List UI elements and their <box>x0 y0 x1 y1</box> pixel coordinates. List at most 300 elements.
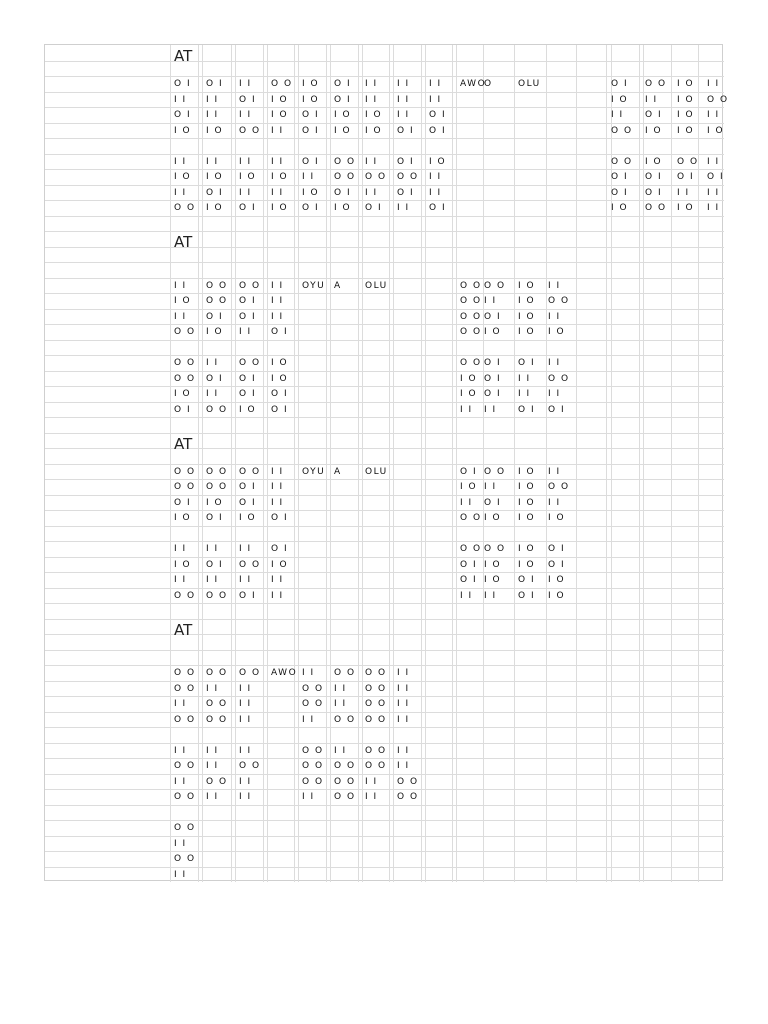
table-cell[interactable]: I I <box>518 373 531 384</box>
table-cell[interactable]: O I <box>611 187 629 198</box>
table-cell[interactable]: I I <box>397 94 410 105</box>
table-cell[interactable]: O O <box>484 280 506 291</box>
table-cell[interactable]: I O <box>334 110 352 120</box>
table-cell[interactable]: O I <box>206 513 224 523</box>
table-cell[interactable]: O I <box>239 497 257 508</box>
table-cell[interactable]: O O <box>460 513 482 523</box>
table-cell[interactable]: I O <box>518 311 536 322</box>
table-cell[interactable]: O I <box>239 296 257 306</box>
table-cell[interactable]: O I <box>206 79 224 89</box>
table-cell[interactable]: O I <box>460 575 478 585</box>
table-cell[interactable]: I I <box>174 156 187 167</box>
table-cell[interactable]: O I <box>518 358 536 368</box>
table-cell[interactable]: O O <box>206 296 228 306</box>
table-cell[interactable]: I I <box>239 792 252 802</box>
table-cell[interactable]: I I <box>397 79 410 89</box>
table-cell[interactable]: I I <box>518 389 531 399</box>
table-cell[interactable]: O I <box>645 187 663 198</box>
table-cell[interactable]: I I <box>397 110 410 120</box>
table-cell[interactable]: O I <box>484 497 502 508</box>
table-cell[interactable]: O O <box>174 327 196 337</box>
table-cell[interactable]: I O <box>334 125 352 136</box>
table-cell[interactable]: I O <box>518 544 536 554</box>
table-cell[interactable]: O O <box>206 280 228 291</box>
table-cell[interactable]: O O <box>174 823 196 833</box>
table-cell[interactable]: I O <box>174 296 192 306</box>
table-cell[interactable]: I O <box>484 327 502 337</box>
table-cell[interactable]: I I <box>174 838 187 849</box>
table-cell[interactable]: OLU <box>365 466 388 477</box>
table-cell[interactable]: I O <box>518 482 536 492</box>
table-cell[interactable]: I O <box>271 373 289 384</box>
table-cell[interactable]: I O <box>518 327 536 337</box>
table-cell[interactable]: AWO <box>460 79 487 89</box>
table-cell[interactable]: O O <box>174 792 196 802</box>
table-cell[interactable]: A <box>334 466 342 477</box>
table-cell[interactable]: I I <box>460 590 473 601</box>
table-cell[interactable]: I O <box>677 125 695 136</box>
table-cell[interactable]: I I <box>397 745 410 756</box>
table-cell[interactable]: I O <box>206 125 224 136</box>
table-cell[interactable]: O I <box>239 590 257 601</box>
table-cell[interactable]: I I <box>271 575 284 585</box>
table-cell[interactable]: I O <box>206 327 224 337</box>
table-cell[interactable]: I I <box>174 745 187 756</box>
table-cell[interactable]: I O <box>548 513 566 523</box>
table-cell[interactable]: O O <box>174 668 196 678</box>
table-cell[interactable]: O I <box>548 404 566 415</box>
table-cell[interactable]: O I <box>239 203 257 213</box>
table-cell[interactable]: I O <box>460 482 478 492</box>
table-cell[interactable]: O O <box>206 590 228 601</box>
table-cell[interactable]: O O <box>302 776 324 787</box>
table-cell[interactable]: O O <box>365 745 387 756</box>
table-cell[interactable]: O I <box>174 404 192 415</box>
table-cell[interactable]: I I <box>206 792 219 802</box>
table-cell[interactable]: O I <box>611 172 629 182</box>
table-cell[interactable]: I I <box>174 94 187 105</box>
table-cell[interactable]: O O <box>239 559 261 570</box>
table-cell[interactable]: O O <box>397 776 419 787</box>
table-cell[interactable]: O O <box>460 358 482 368</box>
table-cell[interactable]: O O <box>206 699 228 709</box>
table-cell[interactable]: I I <box>334 745 347 756</box>
table-cell[interactable]: O I <box>334 79 352 89</box>
table-cell[interactable]: O O <box>460 296 482 306</box>
table-cell[interactable]: O O <box>460 544 482 554</box>
table-cell[interactable]: I I <box>271 466 284 477</box>
table-cell[interactable]: O O <box>611 125 633 136</box>
table-cell[interactable]: I I <box>174 544 187 554</box>
table-cell[interactable]: I O <box>460 389 478 399</box>
table-cell[interactable]: AWO <box>271 668 298 678</box>
table-cell[interactable]: OLU <box>518 79 541 89</box>
table-cell[interactable]: I I <box>645 94 658 105</box>
table-cell[interactable]: O I <box>397 125 415 136</box>
table-cell[interactable]: I I <box>302 792 315 802</box>
table-cell[interactable]: I O <box>302 94 320 105</box>
table-cell[interactable]: I I <box>429 79 442 89</box>
table-cell[interactable]: I I <box>334 699 347 709</box>
table-cell[interactable]: O O <box>707 94 729 105</box>
table-cell[interactable]: I I <box>548 358 561 368</box>
table-cell[interactable]: O O <box>365 714 387 725</box>
table-cell[interactable]: I O <box>271 559 289 570</box>
table-cell[interactable]: O O <box>334 156 356 167</box>
table-cell[interactable]: O O <box>174 203 196 213</box>
table-cell[interactable]: I I <box>460 497 473 508</box>
table-cell[interactable]: O O <box>206 714 228 725</box>
table-cell[interactable]: I O <box>460 373 478 384</box>
table-cell[interactable]: I O <box>518 513 536 523</box>
table-cell[interactable]: OYU <box>302 280 326 291</box>
table-cell[interactable]: O I <box>334 187 352 198</box>
table-cell[interactable]: I I <box>271 156 284 167</box>
table-cell[interactable]: O O <box>365 683 387 694</box>
table-cell[interactable]: I I <box>365 94 378 105</box>
table-cell[interactable]: O I <box>460 466 478 477</box>
table-cell[interactable]: I I <box>239 683 252 694</box>
table-cell[interactable]: O I <box>460 559 478 570</box>
table-cell[interactable]: I I <box>548 311 561 322</box>
table-cell[interactable]: O O <box>206 404 228 415</box>
table-cell[interactable]: I O <box>548 590 566 601</box>
table-cell[interactable]: O I <box>239 373 257 384</box>
table-cell[interactable]: I I <box>302 668 315 678</box>
table-cell[interactable]: I I <box>239 714 252 725</box>
table-cell[interactable]: O O <box>174 590 196 601</box>
table-cell[interactable]: O I <box>174 110 192 120</box>
table-cell[interactable]: O O <box>206 466 228 477</box>
table-cell[interactable]: I O <box>239 513 257 523</box>
table-cell[interactable]: I O <box>174 172 192 182</box>
table-cell[interactable]: I O <box>174 125 192 136</box>
table-cell[interactable]: I O <box>206 172 224 182</box>
table-cell[interactable]: I I <box>397 683 410 694</box>
table-cell[interactable]: I I <box>365 776 378 787</box>
table-cell[interactable]: O O <box>271 79 293 89</box>
table-cell[interactable]: O I <box>239 482 257 492</box>
table-cell[interactable]: O I <box>206 187 224 198</box>
table-cell[interactable]: I O <box>174 559 192 570</box>
table-cell[interactable]: I I <box>397 761 410 771</box>
table-cell[interactable]: I I <box>206 745 219 756</box>
table-cell[interactable]: O O <box>397 792 419 802</box>
table-cell[interactable]: I O <box>302 187 320 198</box>
table-cell[interactable]: O O <box>174 358 196 368</box>
table-cell[interactable]: O I <box>271 327 289 337</box>
table-cell[interactable]: O I <box>206 559 224 570</box>
table-cell[interactable]: O O <box>174 482 196 492</box>
table-cell[interactable]: I I <box>206 94 219 105</box>
table-cell[interactable]: I I <box>174 280 187 291</box>
table-cell[interactable]: I I <box>484 404 497 415</box>
table-cell[interactable]: I O <box>206 497 224 508</box>
table-cell[interactable]: I I <box>302 172 315 182</box>
table-cell[interactable]: O I <box>429 203 447 213</box>
table-cell[interactable]: I O <box>365 110 383 120</box>
table-cell[interactable]: I O <box>518 296 536 306</box>
table-cell[interactable]: I I <box>548 497 561 508</box>
table-cell[interactable]: I I <box>174 187 187 198</box>
table-cell[interactable]: O O <box>239 761 261 771</box>
table-cell[interactable]: I I <box>429 187 442 198</box>
table-cell[interactable]: I I <box>174 776 187 787</box>
table-cell[interactable]: O I <box>707 172 725 182</box>
table-cell[interactable]: OYU <box>302 466 326 477</box>
table-cell[interactable]: O O <box>365 668 387 678</box>
table-cell[interactable]: O I <box>548 559 566 570</box>
table-cell[interactable]: I O <box>484 559 502 570</box>
table-cell[interactable]: O I <box>645 110 663 120</box>
table-cell[interactable]: O I <box>645 172 663 182</box>
table-cell[interactable]: I I <box>334 683 347 694</box>
table-cell[interactable]: I O <box>302 79 320 89</box>
table-cell[interactable]: I O <box>518 497 536 508</box>
table-cell[interactable]: O O <box>334 668 356 678</box>
table-cell[interactable]: O I <box>548 544 566 554</box>
table-cell[interactable]: O O <box>645 203 667 213</box>
table-cell[interactable]: O I <box>239 94 257 105</box>
table-cell[interactable]: O I <box>302 110 320 120</box>
table-cell[interactable]: O O <box>334 714 356 725</box>
table-cell[interactable]: I I <box>548 466 561 477</box>
table-cell[interactable]: O O <box>365 172 387 182</box>
table-cell[interactable]: O O <box>174 373 196 384</box>
table-cell[interactable]: I I <box>206 683 219 694</box>
table-cell[interactable]: I O <box>206 203 224 213</box>
table-cell[interactable]: O I <box>334 94 352 105</box>
table-cell[interactable]: O I <box>677 172 695 182</box>
table-cell[interactable]: I I <box>365 156 378 167</box>
table-cell[interactable]: I I <box>271 590 284 601</box>
table-cell[interactable]: O I <box>397 187 415 198</box>
table-cell[interactable]: I I <box>271 125 284 136</box>
table-cell[interactable]: O I <box>611 79 629 89</box>
table-cell[interactable]: I O <box>174 389 192 399</box>
table-cell[interactable]: I I <box>429 94 442 105</box>
table-cell[interactable]: I I <box>271 296 284 306</box>
table-cell[interactable]: I O <box>548 575 566 585</box>
table-cell[interactable]: I I <box>707 156 720 167</box>
table-cell[interactable]: O O <box>239 668 261 678</box>
table-cell[interactable]: O I <box>239 311 257 322</box>
table-cell[interactable]: O I <box>271 544 289 554</box>
table-cell[interactable]: I O <box>174 513 192 523</box>
table-cell[interactable]: O O <box>365 699 387 709</box>
table-cell[interactable]: O I <box>271 404 289 415</box>
table-cell[interactable]: I O <box>365 125 383 136</box>
table-cell[interactable]: I I <box>174 869 187 880</box>
table-cell[interactable]: I I <box>239 187 252 198</box>
table-cell[interactable]: I I <box>302 714 315 725</box>
table-cell[interactable]: O O <box>334 776 356 787</box>
table-cell[interactable]: I O <box>518 466 536 477</box>
table-cell[interactable]: O O <box>239 125 261 136</box>
table-cell[interactable]: O O <box>334 792 356 802</box>
table-cell[interactable]: O O <box>548 482 570 492</box>
table-cell[interactable]: O O <box>302 683 324 694</box>
table-cell[interactable]: O I <box>518 404 536 415</box>
table-cell[interactable]: I O <box>645 125 663 136</box>
table-cell[interactable]: I I <box>239 575 252 585</box>
table-cell[interactable]: O O <box>239 280 261 291</box>
table-cell[interactable]: O O <box>334 761 356 771</box>
table-cell[interactable]: O O <box>302 699 324 709</box>
table-cell[interactable]: O I <box>484 358 502 368</box>
table-cell[interactable]: O O <box>548 373 570 384</box>
table-cell[interactable]: I O <box>429 156 447 167</box>
table-cell[interactable]: O O <box>484 466 506 477</box>
table-cell[interactable]: I I <box>271 311 284 322</box>
table-cell[interactable]: I I <box>677 187 690 198</box>
table-cell[interactable]: O O <box>302 745 324 756</box>
table-cell[interactable]: O O <box>645 79 667 89</box>
table-cell[interactable]: I O <box>677 79 695 89</box>
table-cell[interactable]: O I <box>429 125 447 136</box>
table-cell[interactable]: I I <box>239 110 252 120</box>
table-cell[interactable]: OLU <box>365 280 388 291</box>
table-cell[interactable]: I I <box>397 699 410 709</box>
table-cell[interactable]: I I <box>707 187 720 198</box>
table-cell[interactable]: O I <box>239 389 257 399</box>
spreadsheet[interactable] <box>44 44 729 881</box>
table-cell[interactable]: I O <box>271 110 289 120</box>
table-cell[interactable]: I O <box>645 156 663 167</box>
table-cell[interactable]: I O <box>707 125 725 136</box>
table-cell[interactable]: O I <box>206 373 224 384</box>
table-cell[interactable]: I I <box>707 110 720 120</box>
table-cell[interactable]: I I <box>206 389 219 399</box>
table-cell[interactable]: I I <box>206 110 219 120</box>
table-cell[interactable]: O O <box>174 854 196 864</box>
table-cell[interactable]: I I <box>484 590 497 601</box>
table-cell[interactable]: I I <box>174 575 187 585</box>
table-cell[interactable]: I O <box>677 203 695 213</box>
table-cell[interactable]: I I <box>548 389 561 399</box>
table-cell[interactable]: O O <box>548 296 570 306</box>
table-cell[interactable]: I I <box>365 187 378 198</box>
table-cell[interactable]: I I <box>239 156 252 167</box>
table-cell[interactable]: O O <box>460 327 482 337</box>
table-cell[interactable]: I I <box>365 792 378 802</box>
table-cell[interactable]: I I <box>429 172 442 182</box>
table-cell[interactable]: O O <box>206 776 228 787</box>
table-cell[interactable]: O O <box>365 761 387 771</box>
table-cell[interactable]: I I <box>239 699 252 709</box>
table-cell[interactable]: I O <box>518 280 536 291</box>
table-cell[interactable]: O I <box>484 389 502 399</box>
table-cell[interactable]: I I <box>460 404 473 415</box>
table-cell[interactable]: O O <box>174 466 196 477</box>
table-cell[interactable]: I O <box>518 559 536 570</box>
table-cell[interactable]: O O <box>484 544 506 554</box>
table-cell[interactable]: I I <box>239 544 252 554</box>
table-cell[interactable]: I I <box>611 110 624 120</box>
table-cell[interactable]: I I <box>239 327 252 337</box>
table-cell[interactable]: I I <box>484 296 497 306</box>
table-cell[interactable]: I I <box>271 187 284 198</box>
table-cell[interactable]: O O <box>460 311 482 322</box>
table-cell[interactable]: O I <box>174 79 192 89</box>
table-cell[interactable]: I I <box>239 79 252 89</box>
table-cell[interactable]: I I <box>271 482 284 492</box>
table-cell[interactable]: I O <box>271 172 289 182</box>
table-cell[interactable]: I I <box>484 482 497 492</box>
table-cell[interactable]: I I <box>174 699 187 709</box>
table-cell[interactable]: O I <box>302 203 320 213</box>
table-cell[interactable]: O O <box>460 280 482 291</box>
table-cell[interactable]: I I <box>271 280 284 291</box>
table-cell[interactable]: I O <box>271 203 289 213</box>
table-cell[interactable]: I O <box>484 513 502 523</box>
table-cell[interactable]: I I <box>271 497 284 508</box>
table-cell[interactable]: I I <box>397 668 410 678</box>
table-cell[interactable]: O O <box>611 156 633 167</box>
table-cell[interactable]: I I <box>206 575 219 585</box>
table-cell[interactable]: I O <box>334 203 352 213</box>
table-cell[interactable]: I I <box>707 203 720 213</box>
table-cell[interactable]: O O <box>206 668 228 678</box>
table-cell[interactable]: O I <box>206 311 224 322</box>
table-cell[interactable]: I I <box>206 156 219 167</box>
table-cell[interactable]: O I <box>302 125 320 136</box>
table-cell[interactable]: I I <box>239 776 252 787</box>
table-cell[interactable]: O I <box>174 497 192 508</box>
table-cell[interactable]: I I <box>206 544 219 554</box>
table-cell[interactable]: O O <box>397 172 419 182</box>
table-cell[interactable]: O I <box>484 373 502 384</box>
table-cell[interactable]: I O <box>239 404 257 415</box>
table-cell[interactable]: I O <box>271 94 289 105</box>
table-cell[interactable]: I I <box>548 280 561 291</box>
table-cell[interactable]: O O <box>174 714 196 725</box>
table-cell[interactable]: O O <box>174 761 196 771</box>
table-cell[interactable]: O I <box>271 389 289 399</box>
table-cell[interactable]: O O <box>239 466 261 477</box>
table-cell[interactable]: I I <box>365 79 378 89</box>
table-cell[interactable]: I I <box>206 761 219 771</box>
table-cell[interactable]: I O <box>484 575 502 585</box>
table-cell[interactable]: O O <box>302 761 324 771</box>
table-cell[interactable]: O I <box>397 156 415 167</box>
table-cell[interactable]: O I <box>518 590 536 601</box>
table-cell[interactable]: O O <box>174 683 196 694</box>
table-cell[interactable]: O <box>484 79 493 89</box>
table-cell[interactable]: O I <box>365 203 383 213</box>
table-cell[interactable]: A <box>334 280 342 291</box>
table-cell[interactable]: I O <box>677 94 695 105</box>
table-cell[interactable]: O I <box>518 575 536 585</box>
table-cell[interactable]: I O <box>271 358 289 368</box>
table-cell[interactable]: O O <box>206 482 228 492</box>
table-cell[interactable]: I I <box>206 358 219 368</box>
table-cell[interactable]: I I <box>239 745 252 756</box>
table-cell[interactable]: I I <box>397 203 410 213</box>
table-cell[interactable]: I O <box>548 327 566 337</box>
table-cell[interactable]: I I <box>174 311 187 322</box>
table-cell[interactable]: I I <box>397 714 410 725</box>
table-cell[interactable]: O O <box>334 172 356 182</box>
table-cell[interactable]: O I <box>484 311 502 322</box>
table-cell[interactable]: I O <box>611 94 629 105</box>
table-cell[interactable]: I O <box>239 172 257 182</box>
table-cell[interactable]: I O <box>611 203 629 213</box>
table-cell[interactable]: I O <box>677 110 695 120</box>
table-cell[interactable]: O I <box>271 513 289 523</box>
table-cell[interactable]: O O <box>239 358 261 368</box>
table-cell[interactable]: I I <box>707 79 720 89</box>
